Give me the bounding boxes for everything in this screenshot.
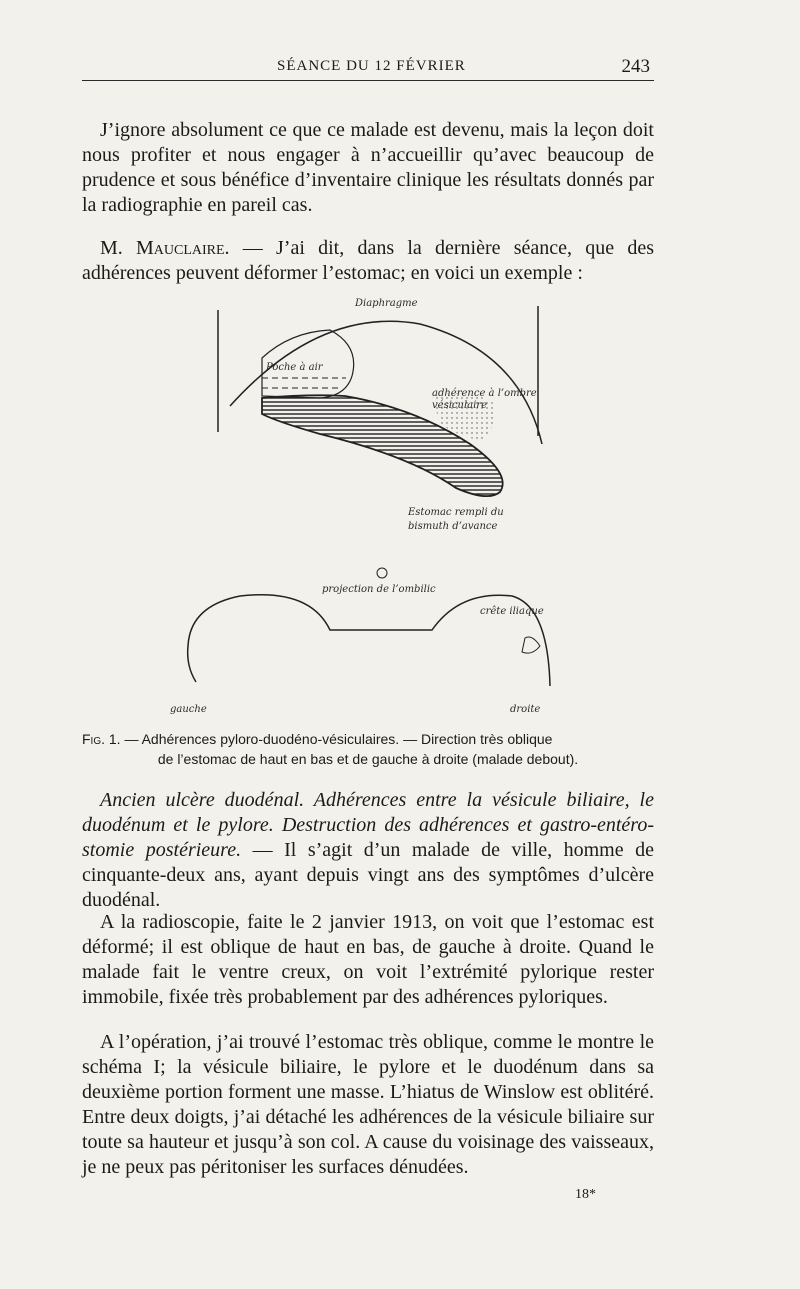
caption-line-1-text: — Adhérences pyloro-duodéno-vésiculaires. — Direction très oblique <box>120 731 553 747</box>
signature-mark: 18* <box>575 1187 596 1202</box>
navel-mark <box>377 568 387 578</box>
paragraph-2 <box>82 236 654 286</box>
case-heading: Ancien ulcère duodénal. Adhérences entre la vésicule biliaire, le duodénum et le pylore. Destruction des adhérences et gastro-entéro-stomie postérieure. <box>82 789 654 861</box>
label-air-pocket: Poche à air <box>266 362 323 373</box>
label-left: gauche <box>170 704 207 715</box>
page-number: 243 <box>621 56 650 77</box>
label-iliac-crest: crête iliaque <box>480 606 544 617</box>
figure-number: Fig. 1. <box>82 731 121 747</box>
figure-caption <box>82 729 654 769</box>
label-right: droite <box>510 704 541 715</box>
paragraph-4: A la radioscopie, faite le 2 janvier 1913, on voit que l’estomac est déformé; il est oblique de haut en bas, de gauche à droite. Quand le malade fait le ventre creux, on voit l’extrémité pylorique rester immobile, fixée très probablement par des adhérences pyloriques. <box>82 911 654 1008</box>
figure-1 <box>170 296 570 726</box>
running-head <box>82 54 654 81</box>
caption-line-2: de l’estomac de haut en bas et de gauche à droite (malade debout). <box>157 751 579 767</box>
caption-line-1 <box>82 729 654 749</box>
label-stomach: Estomac rempli du bismuth d’avance <box>408 507 504 532</box>
iliac-mark <box>522 637 540 653</box>
paragraph-3-text: — Il s’agit d’un malade de ville, homme de cinquante-deux ans, ayant depuis vingt ans des symptômes d’ulcère duodénal. <box>82 839 654 911</box>
label-diaphragm: Diaphragme <box>355 298 418 309</box>
speaker-name: M. Mauclaire. <box>100 237 230 259</box>
paragraph-2-text: — J’ai dit, dans la dernière séance, que des adhérences peuvent déformer l’estomac; en voici un exemple : <box>82 237 654 284</box>
paragraph-1: J’ignore absolument ce que ce malade est devenu, mais la leçon doit nous profiter et nous engager à n’accueillir qu’avec beaucoup de prudence et sous bénéfice d’inventaire clinique les résultats donnés par la radiographie en pareil cas. <box>82 119 654 216</box>
left-flank <box>188 646 196 682</box>
label-navel: projection de l’ombilic <box>322 584 436 595</box>
label-adhesions: adhérence à l’ombre vésiculaire <box>432 388 537 411</box>
paragraph-3 <box>82 788 654 913</box>
running-title: SÉANCE DU 12 FÉVRIER <box>277 58 466 74</box>
paragraph-5: A l’opération, j’ai trouvé l’estomac très oblique, comme le montre le schéma I; la vésicule biliaire, le pylore et le duodénum dans sa deuxième portion forment une masse. L’hiatus de Winslow est oblitéré. Entre deux doigts, j’ai détaché les adhérences de la vésicule biliaire sur toute sa hauteur et jusqu’à son col. A cause du voisinage des vaisseaux, je ne peux pas péritoniser les surfaces dénudées. <box>82 1031 654 1178</box>
